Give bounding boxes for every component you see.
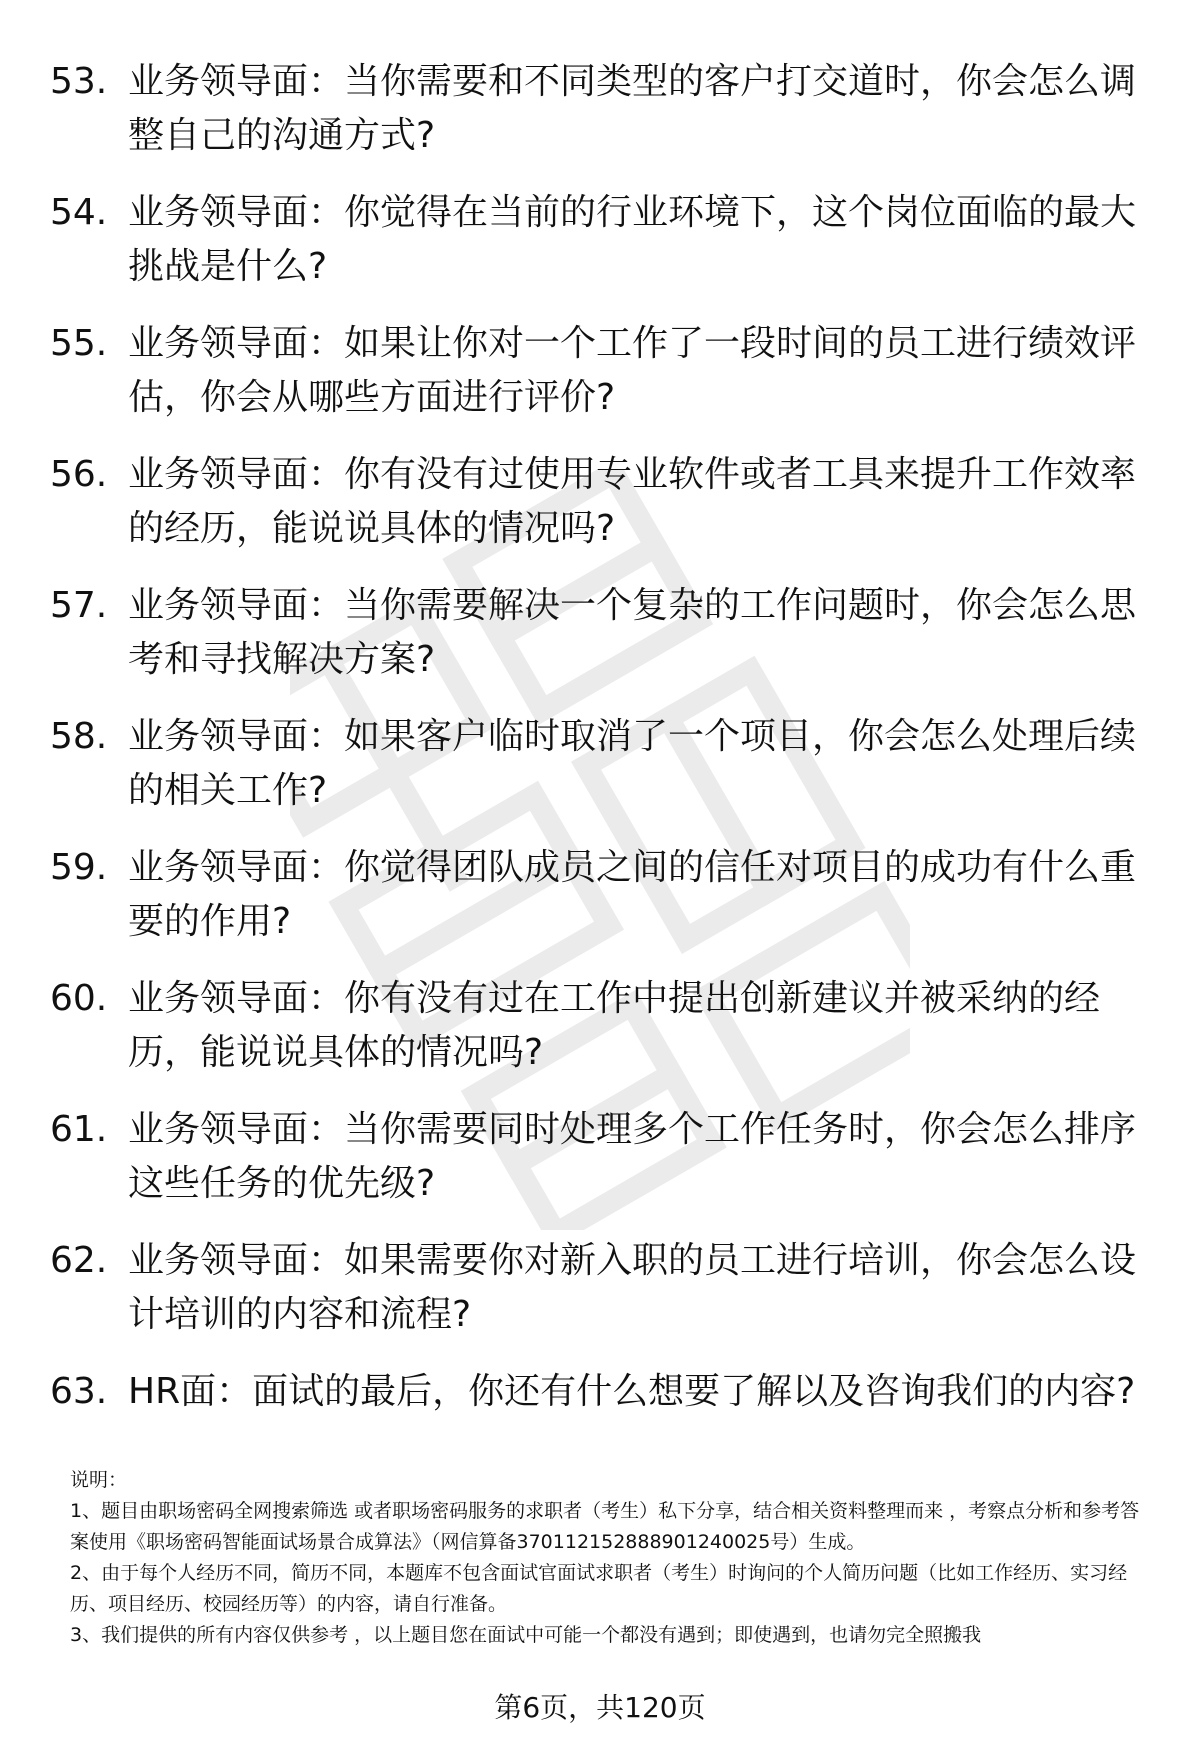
notes-item: 1、题目由职场密码全网搜索筛选 或者职场密码服务的求职者（考生）私下分享，结合相关资料整理而来 ，考察点分析和参考答案使用《职场密码智能面试场景合成算法》（网信算备370112152888901240025号）生成。 xyxy=(70,1500,1140,1553)
question-text: 业务领导面：你有没有过在工作中提出创新建议并被采纳的经历，能说说具体的情况吗? xyxy=(128,978,1101,1073)
page-number: 第6页，共120页 xyxy=(494,1691,706,1724)
question-text: 业务领导面：你觉得在当前的行业环境下，这个岗位面临的最大挑战是什么? xyxy=(128,192,1137,287)
question-item xyxy=(50,186,1160,317)
notes-heading: 说明： xyxy=(70,1469,128,1491)
question-item xyxy=(50,317,1160,448)
question-number: 60. xyxy=(50,978,108,1019)
question-number: 54. xyxy=(50,192,108,233)
question-number: 62. xyxy=(50,1240,108,1281)
question-item xyxy=(50,972,1160,1103)
question-number: 56. xyxy=(50,454,108,495)
question-number: 53. xyxy=(50,61,108,102)
question-list xyxy=(50,55,1160,1496)
question-item xyxy=(50,1234,1160,1365)
notes-item: 2、由于每个人经历不同，简历不同，本题库不包含面试官面试求职者（考生）时询问的个人简历问题（比如工作经历、实习经历、项目经历、校园经历等）的内容，请自行准备。 xyxy=(70,1562,1128,1615)
notes-section xyxy=(70,1465,1150,1651)
question-number: 57. xyxy=(50,585,108,626)
question-item xyxy=(50,841,1160,972)
question-text: 业务领导面：当你需要和不同类型的客户打交道时，你会怎么调整自己的沟通方式? xyxy=(128,61,1137,156)
question-item xyxy=(50,55,1160,186)
question-item xyxy=(50,579,1160,710)
question-item xyxy=(50,1103,1160,1234)
question-text: 业务领导面：你觉得团队成员之间的信任对项目的成功有什么重要的作用? xyxy=(128,847,1137,942)
question-item xyxy=(50,448,1160,579)
question-text: 业务领导面：当你需要同时处理多个工作任务时，你会怎么排序这些任务的优先级? xyxy=(128,1109,1137,1204)
question-number: 59. xyxy=(50,847,108,888)
question-text: 业务领导面：当你需要解决一个复杂的工作问题时，你会怎么思考和寻找解决方案? xyxy=(128,585,1137,680)
question-text: 业务领导面：如果客户临时取消了一个项目，你会怎么处理后续的相关工作? xyxy=(128,716,1137,811)
notes-item: 3、我们提供的所有内容仅供参考 ，以上题目您在面试中可能一个都没有遇到；即使遇到，也请勿完全照搬我 xyxy=(70,1624,982,1646)
question-number: 61. xyxy=(50,1109,108,1150)
question-number: 55. xyxy=(50,323,108,364)
question-number: 58. xyxy=(50,716,108,757)
question-text: HR面：面试的最后，你还有什么想要了解以及咨询我们的内容? xyxy=(128,1371,1136,1412)
question-item xyxy=(50,710,1160,841)
question-number: 63. xyxy=(50,1371,108,1412)
question-text: 业务领导面：如果需要你对新入职的员工进行培训，你会怎么设计培训的内容和流程? xyxy=(128,1240,1137,1335)
question-text: 业务领导面：如果让你对一个工作了一段时间的员工进行绩效评估，你会从哪些方面进行评价? xyxy=(128,323,1137,418)
question-text: 业务领导面：你有没有过使用专业软件或者工具来提升工作效率的经历，能说说具体的情况吗? xyxy=(128,454,1137,549)
